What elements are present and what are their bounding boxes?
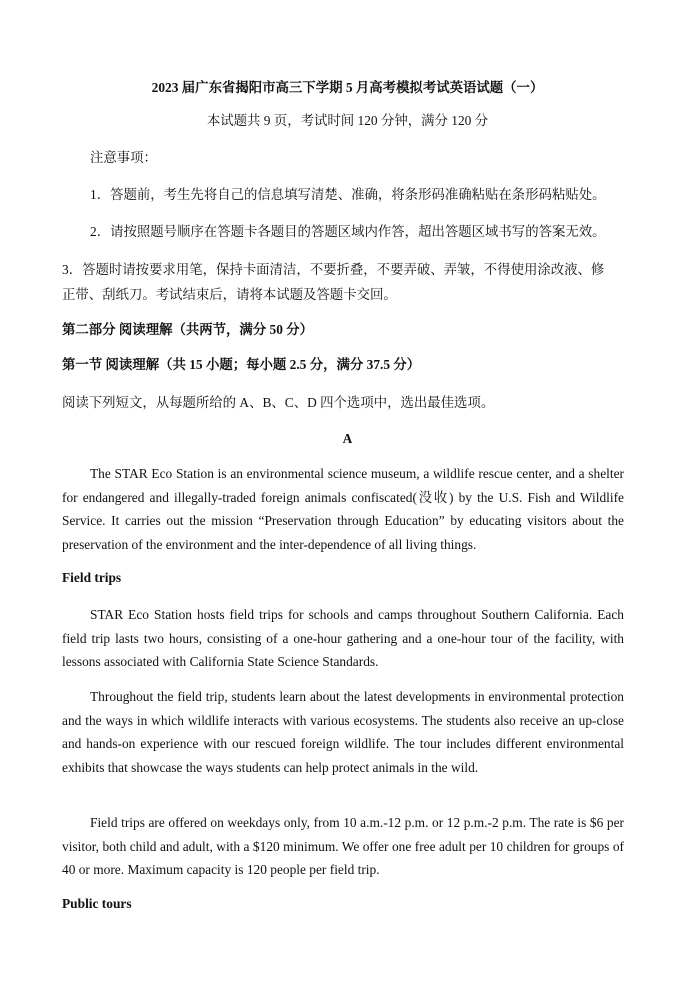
notes-label: 注意事项：	[90, 150, 157, 165]
part2-heading: 第二部分 阅读理解（共两节，满分 50 分）	[62, 322, 314, 337]
section1-heading: 第一节 阅读理解（共 15 小题；每小题 2.5 分，满分 37.5 分）	[62, 357, 421, 372]
reading-instruction: 阅读下列短文，从每题所给的 A、B、C、D 四个选项中，选出最佳选项。	[62, 395, 495, 410]
notes-item-2: 2．请按照题号顺序在答题卡各题目的答题区域内作答，超出答题区域书写的答案无效。	[90, 224, 606, 239]
passage-label: A	[342, 431, 353, 446]
field-trips-heading: Field trips	[62, 570, 122, 585]
passage-paragraph-2: STAR Eco Station hosts field trips for schools and camps throughout Southern California. Each field trip lasts two hours, consisting of a one-hour gathering and a one-hour tour of the facility, with lessons associated with California State Science Standards.	[62, 607, 624, 669]
notes-item-3-line-1: 3．答题时请按要求用笔，保持卡面清洁，不要折叠，不要弄破、弄皱，不得使用涂改液、修	[62, 262, 605, 277]
passage-paragraph-4: Field trips are offered on weekdays only, from 10 a.m.-12 p.m. or 12 p.m.-2 p.m. The rate is $6 per visitor, both child and adult, with a $120 minimum. We offer one free adult per 10 children for groups of 40 or more. Maximum capacity is 120 people per field trip.	[62, 815, 624, 877]
passage-paragraph-1: The STAR Eco Station is an environmental science museum, a wildlife rescue center, and a shelter for endangered and illegally-traded foreign animals confiscated(没收) by the U.S. Fish and Wildlife Service. It carries out the mission “Preservation through Education” by educating visitors about the preservation of the environment and the inter-dependence of all living things.	[62, 466, 624, 552]
passage-paragraph-3: Throughout the field trip, students learn about the latest developments in environmental protection and the ways in which wildlife interacts with various ecosystems. The students also receive an up-close and hands-on experience with our rescued foreign wildlife. The tour includes different environmental exhibits that showcase the ways students can help protect animals in the wild.	[62, 689, 624, 775]
notes-item-1: 1．答题前，考生先将自己的信息填写清楚、准确，将条形码准确粘贴在条形码粘贴处。	[90, 187, 606, 202]
public-tours-heading: Public tours	[62, 896, 132, 911]
notes-item-3-line-2: 正带、刮纸刀。考试结束后，请将本试题及答题卡交回。	[62, 287, 397, 302]
exam-subtitle: 本试题共 9 页，考试时间 120 分钟，满分 120 分	[206, 113, 489, 128]
exam-title: 2023 届广东省揭阳市高三下学期 5 月高考模拟考试英语试题（一）	[151, 80, 544, 95]
